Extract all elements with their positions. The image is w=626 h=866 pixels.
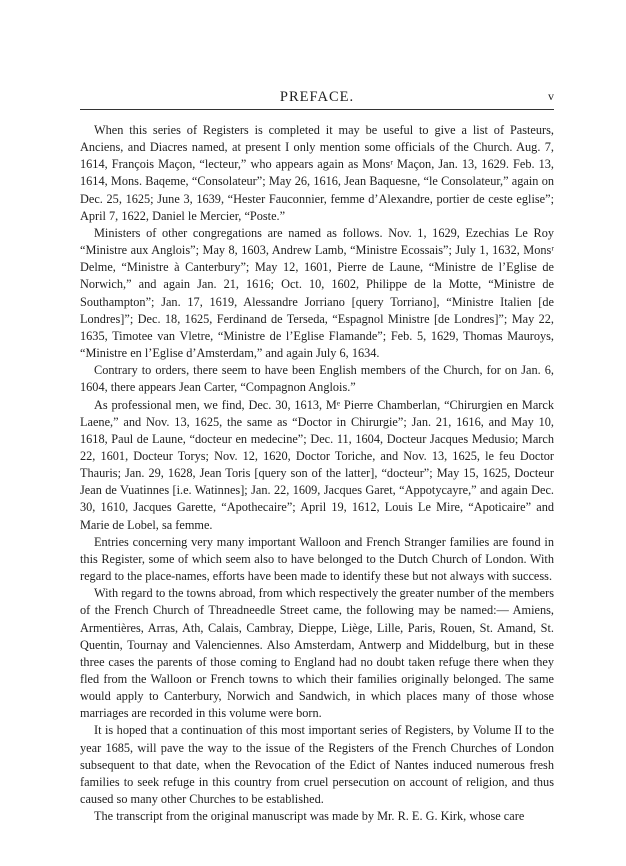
paragraph-professional-men: As professional men, we find, Dec. 30, 1613, Mᵉ Pierre Chamberlan, “Chirurgien en Marck Laene,” and Nov. 13, 1625, the same as “Doctor in Chirurgie”; Jan. 21, 1616, and May 10, 1618, Paul de Laune, “docteur en medecine”; Dec. 11, 1604, Docteur Jacques Medusio; March 22, 1601, Docteur Torys; Nov. 12, 1620, Doctor Toriche, and Nov. 13, 1625, le feu Doctor Thauris; Jan. 29, 1628, Jean Toris [query son of the latter], “docteur”; May 15, 1625, Docteur Jean de Vuatinnes [i.e. Watinnes]; Jan. 22, 1609, Jacques Garet, “Appotycayre,” and again Dec. 30, 1610, Jacques Garette, “Apothecaire”; April 19, 1612, Louis Le Mire, “Apoticaire” and Marie de Lobel, sa femme. (80, 397, 554, 532)
page-title: PREFACE. (279, 89, 355, 105)
paragraph-continuation: It is hoped that a continuation of this most important series of Registers, by Volume II to the year 1685, will pave the way to the issue of the Registers of the French Churches of London subsequent to that date, when the Revocation of the Edict of Nantes induced numerous fresh families to seek refuge in this country from cruel persecution on account of religion, and thus caused so many other Churches to be established. (80, 723, 554, 807)
paragraph-transcript: The transcript from the original manuscript was made by Mr. R. E. G. Kirk, whose care (94, 809, 525, 824)
page-number: v (548, 89, 554, 103)
paragraph-families: Entries concerning very many important Walloon and French Stranger families are found in this Register, some of which seem also to have belonged to the Dutch Church of London. With regard to the place-names, efforts have been made to identify these but not always with success. (80, 534, 554, 584)
paragraph-english-members: Contrary to orders, there seem to have been English members of the Church, for on Jan. 6, 1604, there appears Jean Carter, “Compagnon Anglois.” (80, 363, 554, 395)
running-header (80, 89, 554, 110)
paragraph-towns: With regard to the towns abroad, from which respectively the greater number of the members of the French Church of Threadneedle Street came, the following may be named:— Amiens, Armentières, Arras, Ath, Calais, Cambray, Dieppe, Liège, Lille, Paris, Rouen, St. Amand, St. Quentin, Tournay and Valenciennes. Also Amsterdam, Antwerp and Middelburg, but in these three cases the parents of those coming to England had no doubt taken refuge there when they fled from the Walloon or French towns to which their families originally belonged. The same would apply to Canterbury, Norwich and Sandwich, in which places many of those whose marriages are recorded in this volume were born. (80, 586, 554, 721)
paragraph-officials: When this series of Registers is completed it may be useful to give a list of Pasteurs, Anciens, and Diacres named, at present I only mention some officials of the Church. Aug. 7, 1614, François Maçon, “lecteur,” who appears again as Monsʳ Maçon, Jan. 13, 1629. Feb. 13, 1614, Mons. Baqeme, “Consolateur”; May 26, 1616, Jean Baquesne, “le Consolateur,” again on Dec. 25, 1625; June 3, 1639, “Hester Fauconnier, femme d’Alexandre, portier de ceste eglise”; April 7, 1622, Daniel le Mercier, “Poste.” (80, 123, 554, 223)
body-text (80, 122, 554, 825)
paragraph-ministers: Ministers of other congregations are named as follows. Nov. 1, 1629, Ezechias Le Roy “Ministre aux Anglois”; May 8, 1603, Andrew Lamb, “Ministre Ecossais”; July 1, 1632, Monsʳ Delme, “Ministre à Canterbury”; May 12, 1601, Pierre de Laune, “Ministre de l’Eglise de Norwich,” and again Jan. 21, 1616; Oct. 10, 1602, Philippe de la Motte, “Ministre de Southampton”; Jan. 17, 1619, Alessandre Jorriano [query Torriano], “Ministre Italien [de Londres]”; Dec. 18, 1625, Ferdinand de Terseda, “Espagnol Ministre [de Londres]”; May 22, 1635, Timotee van Vletre, “Ministre de l’Eglise Flamande”; Feb. 5, 1629, Thomas Mauroys, “Ministre en l’Eglise d’Amsterdam,” and again July 6, 1634. (80, 225, 554, 361)
